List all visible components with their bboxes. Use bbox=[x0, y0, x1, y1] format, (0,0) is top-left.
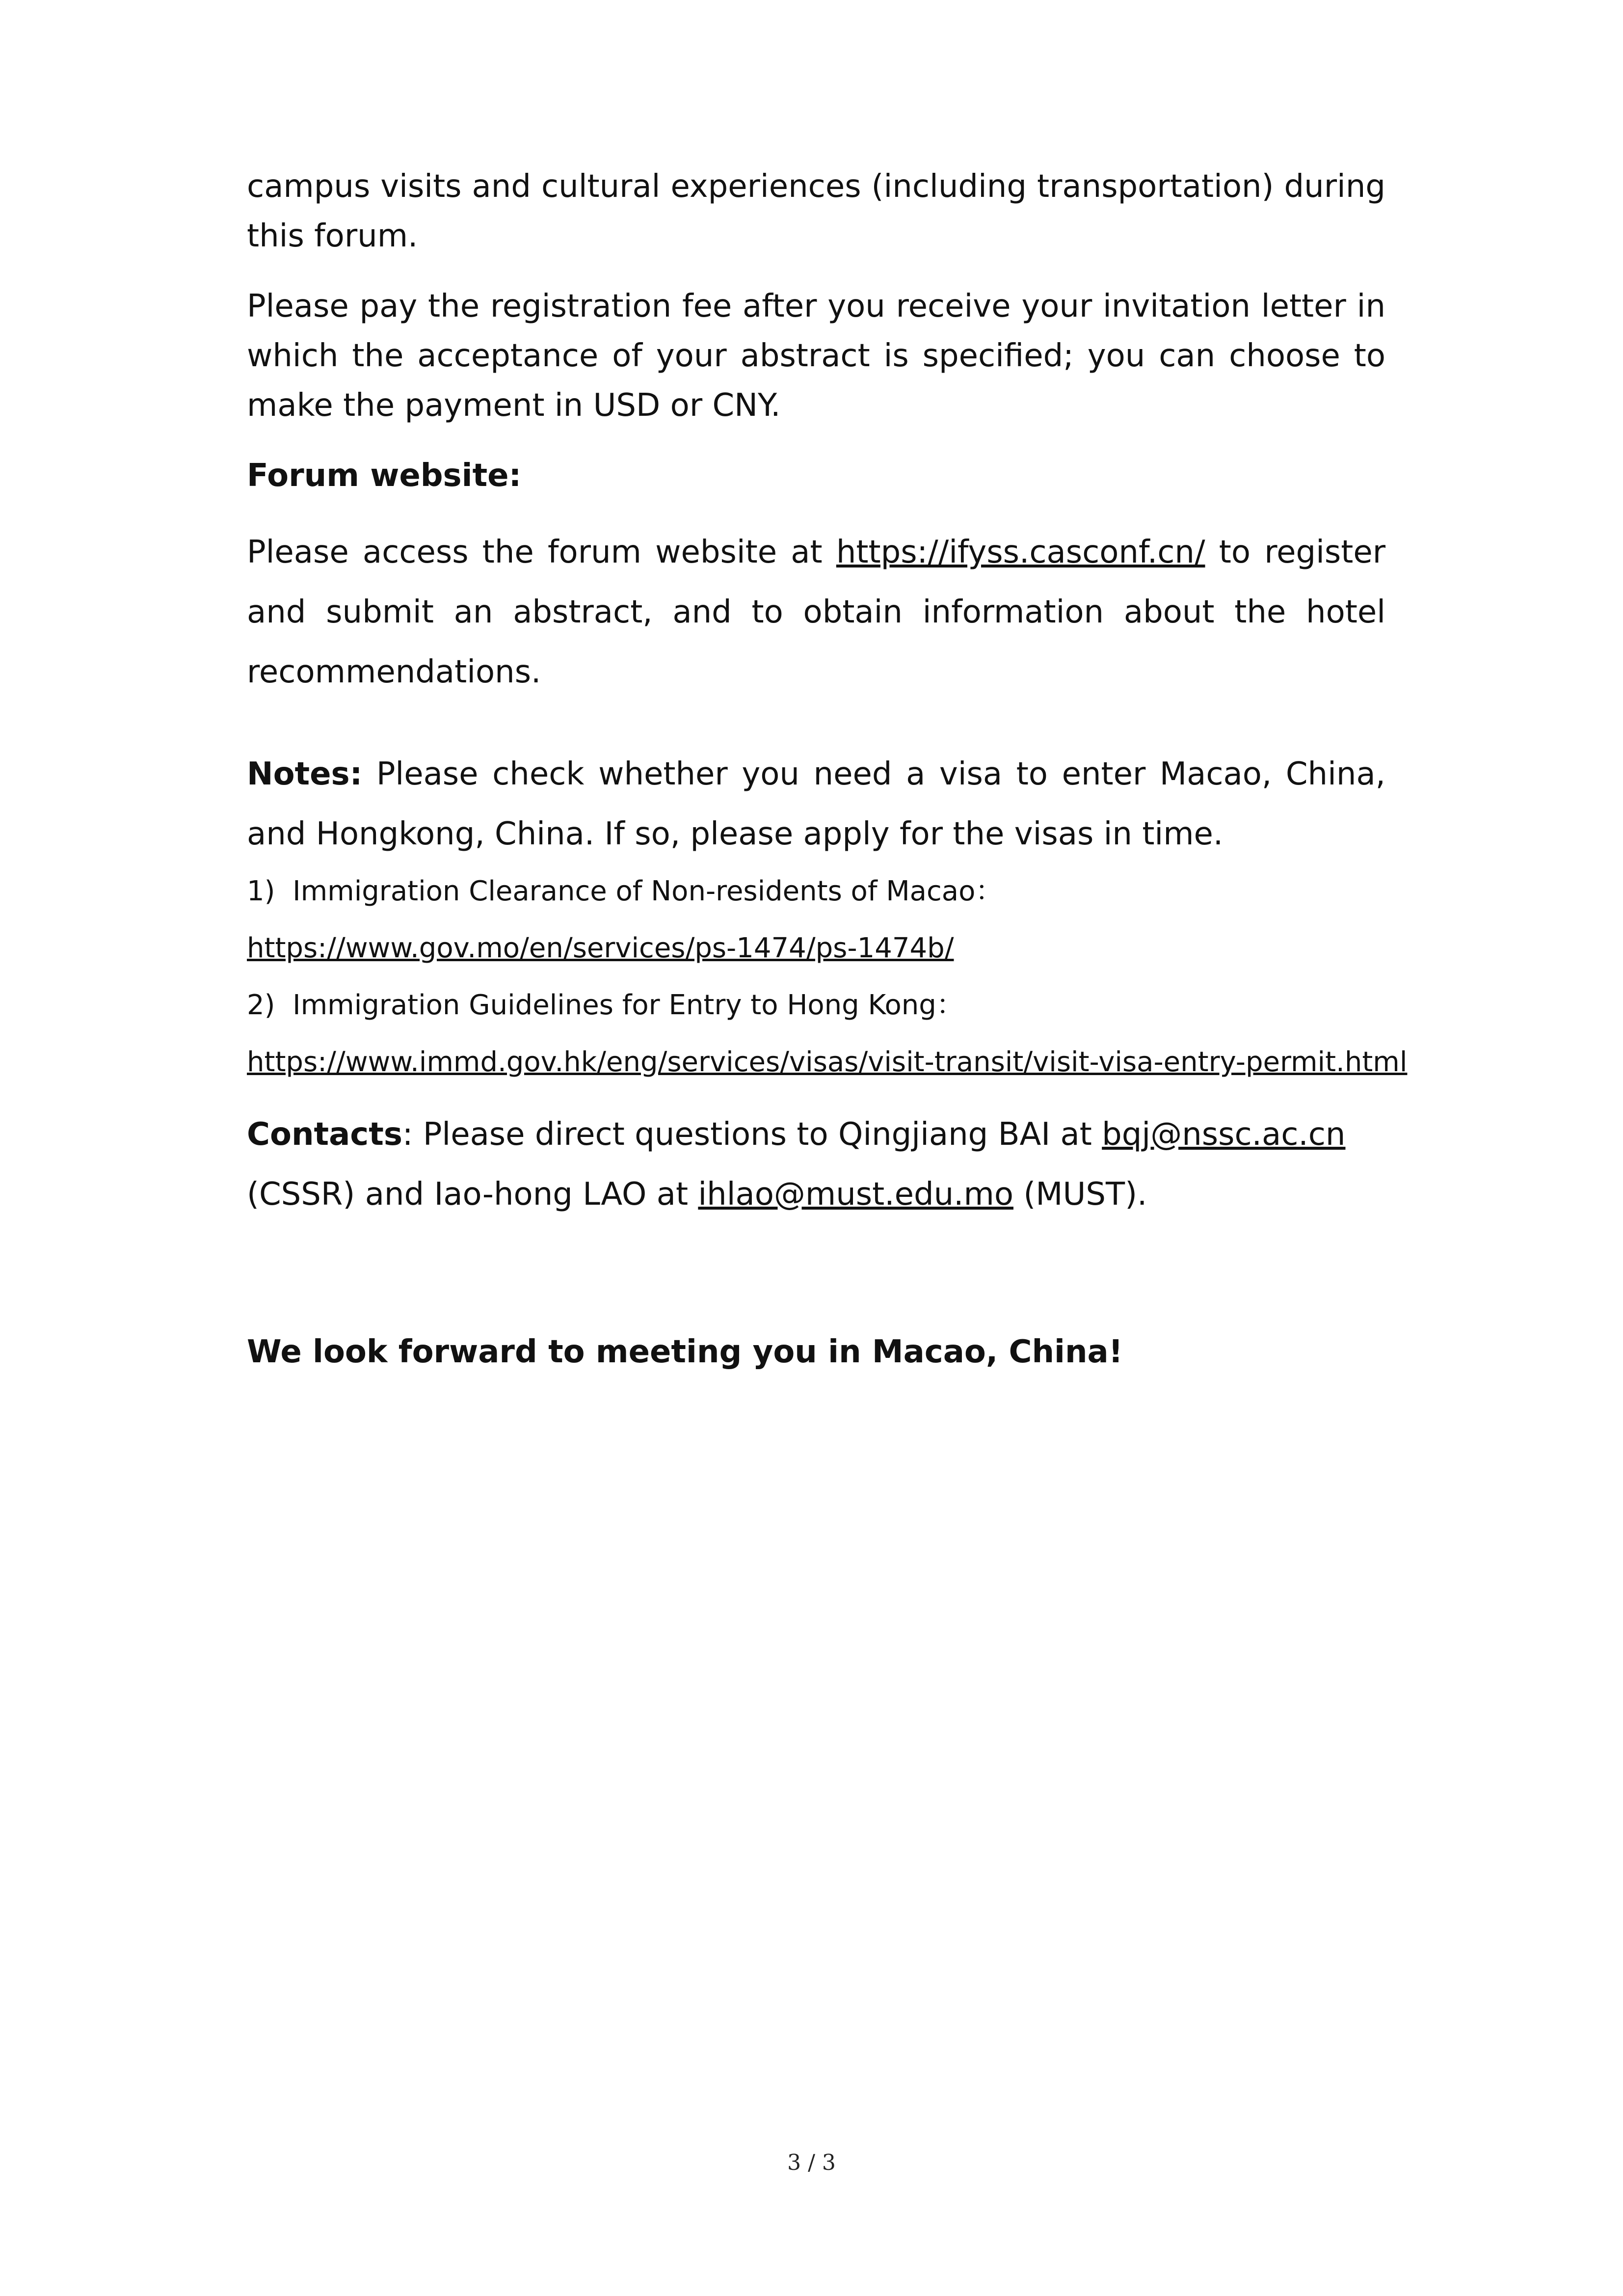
closing-line: We look forward to meeting you in Macao, China! bbox=[247, 1334, 1123, 1370]
contacts-paragraph bbox=[247, 1105, 1385, 1224]
contact-email-bai[interactable]: bqj@nssc.ac.cn bbox=[1102, 1116, 1346, 1153]
contacts-label: Contacts bbox=[247, 1116, 402, 1153]
forum-website-link[interactable]: https://ifyss.casconf.cn/ bbox=[836, 534, 1205, 570]
macao-immigration-link[interactable]: https://www.gov.mo/en/services/ps-1474/ps-1474b/ bbox=[247, 932, 954, 964]
contact-email-lao[interactable]: ihlao@must.edu.mo bbox=[698, 1176, 1013, 1213]
forum-website-paragraph bbox=[247, 522, 1385, 702]
contacts-text-3: (MUST). bbox=[1013, 1176, 1147, 1213]
notes-text: Please check whether you need a visa to enter Macao, China, and Hongkong, China. If so, please apply for the visas in time. bbox=[247, 756, 1385, 852]
notes-paragraph bbox=[247, 744, 1385, 864]
forum-website-heading: Forum website: bbox=[247, 458, 522, 494]
contacts-text-2: (CSSR) and Iao-hong LAO at bbox=[247, 1176, 698, 1213]
document-body bbox=[247, 162, 1408, 1377]
paragraph-registration-fee: Please pay the registration fee after you receive your invitation letter in which the acceptance of your abstract is specified; you can choose to make the payment in USD or CNY. bbox=[247, 288, 1385, 424]
notes-label: Notes: bbox=[247, 756, 363, 792]
notes-item-1-label: 1) Immigration Clearance of Non-residents of Macao： bbox=[247, 875, 1003, 907]
page-number: 3 / 3 bbox=[787, 2150, 836, 2175]
notes-item-2-label: 2) Immigration Guidelines for Entry to Hong Kong： bbox=[247, 989, 964, 1021]
forum-website-text-post: to register and submit an abstract, and to obtain information about the hotel recommendations. bbox=[247, 534, 1386, 690]
forum-website-text-pre: Please access the forum website at bbox=[247, 534, 836, 570]
paragraph-campus-visits: campus visits and cultural experiences (including transportation) during this forum. bbox=[247, 168, 1385, 254]
contacts-text-1: : Please direct questions to Qingjiang BAI at bbox=[402, 1116, 1102, 1153]
hong-kong-immigration-link[interactable]: https://www.immd.gov.hk/eng/services/visas/visit-transit/visit-visa-entry-permit.html bbox=[247, 1046, 1408, 1078]
